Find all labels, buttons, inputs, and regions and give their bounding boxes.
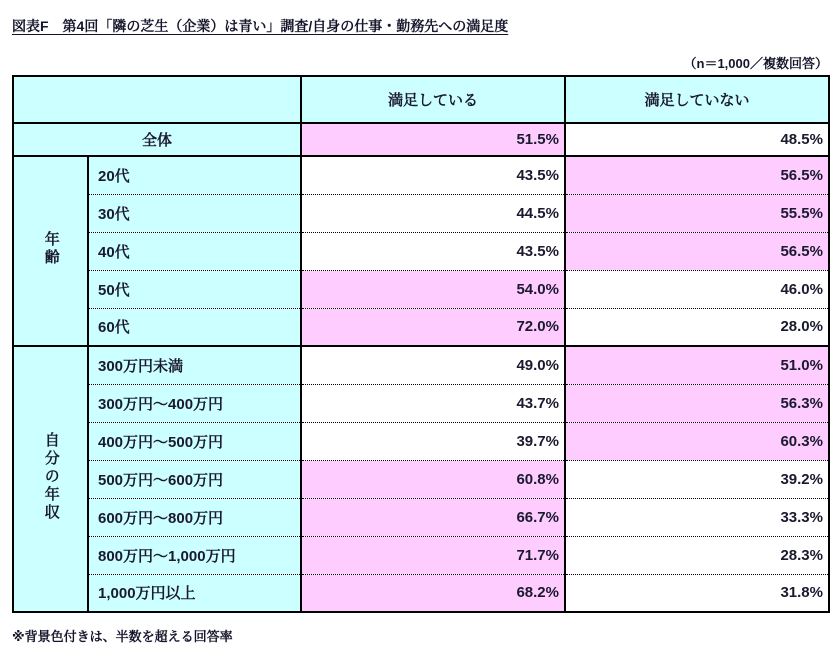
value-cell: 55.5%: [565, 194, 829, 232]
row-label: 20代: [88, 156, 301, 194]
row-label: 1,000万円以上: [88, 574, 301, 612]
table-row: [13, 232, 829, 270]
group-label-text: 年齢: [42, 231, 60, 267]
table-row: [13, 460, 829, 498]
group-label: [13, 346, 88, 612]
value-cell: 28.3%: [565, 536, 829, 574]
value-cell: 60.8%: [301, 460, 565, 498]
figure-title: 図表F 第4回「隣の芝生（企業）は青い」調査/自身の仕事・勤務先への満足度: [12, 18, 509, 34]
table-row: [13, 308, 829, 346]
row-label: 50代: [88, 270, 301, 308]
value-cell: 44.5%: [301, 194, 565, 232]
value-cell: 31.8%: [565, 574, 829, 612]
value-cell: 46.0%: [565, 270, 829, 308]
value-cell: 56.5%: [565, 232, 829, 270]
table-row: [13, 498, 829, 536]
table-row: [13, 346, 829, 384]
value-cell: 39.2%: [565, 460, 829, 498]
value-cell: 71.7%: [301, 536, 565, 574]
row-label: 600万円～800万円: [88, 498, 301, 536]
value-cell: 28.0%: [565, 308, 829, 346]
table-row: [13, 384, 829, 422]
value-cell: 60.3%: [565, 422, 829, 460]
value-cell: 56.5%: [565, 156, 829, 194]
row-label-overall: 全体: [13, 123, 301, 156]
value-cell: 49.0%: [301, 346, 565, 384]
row-label: 60代: [88, 308, 301, 346]
table-row: [13, 422, 829, 460]
col-header-not-satisfied: 満足していない: [565, 76, 829, 123]
table-row: [13, 270, 829, 308]
value-cell: 66.7%: [301, 498, 565, 536]
satisfaction-table: [12, 75, 830, 613]
value-cell: 43.5%: [301, 156, 565, 194]
value-cell: 68.2%: [301, 574, 565, 612]
value-cell: 72.0%: [301, 308, 565, 346]
value-cell: 43.5%: [301, 232, 565, 270]
table-row: [13, 156, 829, 194]
row-label: 300万円未満: [88, 346, 301, 384]
group-label-text: 自分の年収: [42, 432, 60, 522]
sample-size-note: （n＝1,000／複数回答）: [683, 56, 828, 71]
value-cell: 51.5%: [301, 123, 565, 156]
group-label: [13, 156, 88, 346]
highlight-footnote: ※背景色付きは、半数を超える回答率: [12, 629, 233, 644]
row-label: 30代: [88, 194, 301, 232]
table-body: [13, 123, 829, 612]
row-label: 300万円～400万円: [88, 384, 301, 422]
table-row: [13, 194, 829, 232]
table-row: [13, 574, 829, 612]
value-cell: 56.3%: [565, 384, 829, 422]
col-header-satisfied: 満足している: [301, 76, 565, 123]
row-label: 40代: [88, 232, 301, 270]
table-row: [13, 536, 829, 574]
table-row: [13, 123, 829, 156]
row-label: 800万円～1,000万円: [88, 536, 301, 574]
corner-cell: [13, 76, 301, 123]
header-row: [13, 76, 829, 123]
value-cell: 51.0%: [565, 346, 829, 384]
value-cell: 33.3%: [565, 498, 829, 536]
value-cell: 43.7%: [301, 384, 565, 422]
value-cell: 39.7%: [301, 422, 565, 460]
value-cell: 48.5%: [565, 123, 829, 156]
row-label: 400万円～500万円: [88, 422, 301, 460]
row-label: 500万円～600万円: [88, 460, 301, 498]
value-cell: 54.0%: [301, 270, 565, 308]
